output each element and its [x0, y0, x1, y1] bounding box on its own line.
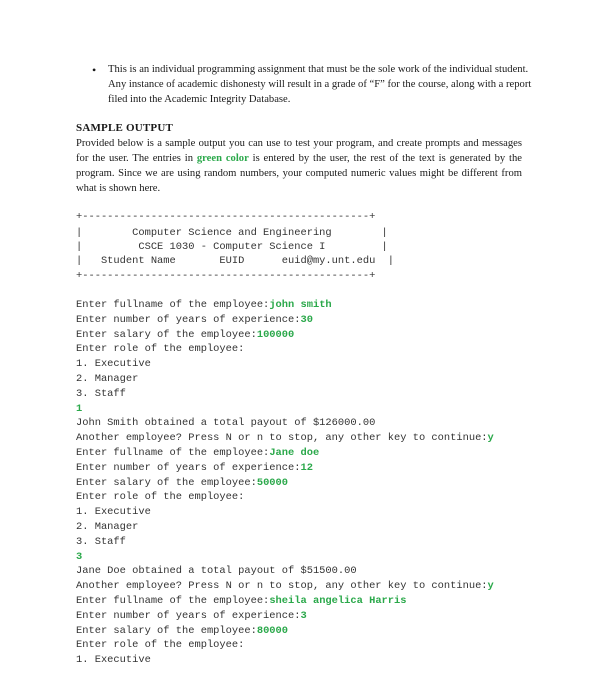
console-line	[76, 372, 494, 387]
console-user-input: 1	[76, 402, 83, 415]
console-line	[76, 490, 494, 505]
header-box-line-1: | Computer Science and Engineering |	[76, 227, 388, 239]
console-output	[76, 298, 494, 668]
console-prompt: John Smith obtained a total payout of $126000.00	[76, 417, 376, 430]
console-prompt: Enter salary of the employee:	[76, 328, 257, 341]
console-line	[76, 609, 494, 624]
console-line	[76, 298, 494, 313]
console-prompt: Enter salary of the employee:	[76, 624, 257, 637]
header-box-line-2: | CSCE 1030 - Computer Science I |	[76, 241, 388, 253]
integrity-text: This is an individual programming assignment that must be the sole work of the individual student. Any instance of academic dishonesty will result in a grade of “F” for the course, along with a report filed into the Academic Integrity Database.	[108, 64, 532, 105]
console-user-input: 30	[300, 313, 313, 326]
console-prompt: 3. Staff	[76, 387, 126, 400]
console-line	[76, 476, 494, 491]
console-line	[76, 505, 494, 520]
console-line	[76, 550, 494, 565]
console-line	[76, 461, 494, 476]
console-line	[76, 446, 494, 461]
console-line	[76, 594, 494, 609]
console-user-input: y	[487, 432, 494, 445]
console-line	[76, 328, 494, 343]
section-paragraph	[76, 136, 522, 196]
bullet-icon: •	[92, 63, 97, 77]
console-prompt: 2. Manager	[76, 520, 139, 533]
console-user-input: 3	[300, 609, 307, 622]
header-box-bottom-border: +----------------------------------------------+	[76, 270, 376, 282]
integrity-bullet	[92, 62, 532, 107]
console-line	[76, 520, 494, 535]
console-user-input: 100000	[256, 328, 295, 341]
header-box-top-border: +----------------------------------------------+	[76, 211, 376, 223]
console-line	[76, 624, 494, 639]
console-line	[76, 313, 494, 328]
console-prompt: Enter role of the employee:	[76, 639, 245, 652]
console-line	[76, 564, 494, 579]
console-line	[76, 653, 494, 668]
console-line	[76, 416, 494, 431]
console-prompt: Enter role of the employee:	[76, 343, 245, 356]
console-prompt: 3. Staff	[76, 535, 126, 548]
console-prompt: Enter fullname of the employee:	[76, 594, 270, 607]
console-prompt: Enter salary of the employee:	[76, 476, 257, 489]
para-green-text: green color	[196, 153, 249, 164]
console-prompt: 2. Manager	[76, 372, 139, 385]
console-user-input: Jane doe	[269, 446, 320, 459]
console-line	[76, 638, 494, 653]
section-heading: SAMPLE OUTPUT	[76, 122, 174, 134]
console-line	[76, 579, 494, 594]
console-line	[76, 342, 494, 357]
console-prompt: Enter fullname of the employee:	[76, 299, 270, 311]
console-user-input: 3	[76, 550, 83, 563]
console-user-input: john smith	[269, 299, 332, 311]
console-prompt: Another employee? Press N or n to stop, any other key to continue:	[76, 432, 488, 445]
console-line	[76, 387, 494, 402]
console-line	[76, 535, 494, 550]
para-part-1: Provided below is a sample output you can use to test your program, and create prompts and messages for the user. The entries in	[76, 138, 522, 164]
console-prompt: Jane Doe obtained a total payout of $51500.00	[76, 565, 357, 578]
console-prompt: 1. Executive	[76, 654, 151, 667]
console-user-input: sheila angelica Harris	[269, 594, 407, 607]
console-prompt: Another employee? Press N or n to stop, any other key to continue:	[76, 580, 488, 593]
console-prompt: 1. Executive	[76, 358, 151, 371]
console-user-input: 50000	[256, 476, 289, 489]
console-prompt: Enter number of years of experience:	[76, 609, 301, 622]
console-line	[76, 402, 494, 417]
console-prompt: Enter role of the employee:	[76, 491, 245, 504]
console-prompt: Enter number of years of experience:	[76, 461, 301, 474]
console-line	[76, 431, 494, 446]
console-user-input: y	[487, 580, 494, 593]
console-prompt: Enter number of years of experience:	[76, 313, 301, 326]
console-user-input: 80000	[256, 624, 289, 637]
para-part-2: is entered by the user, the rest of the text is generated by the program. Since we are using random numbers, your computed numeric values might be different from what is shown here.	[76, 153, 523, 194]
console-prompt: 1. Executive	[76, 506, 151, 519]
console-user-input: 12	[300, 461, 313, 474]
console-line	[76, 357, 494, 372]
header-box-line-3: | Student Name EUID euid@my.unt.edu |	[76, 255, 395, 267]
console-prompt: Enter fullname of the employee:	[76, 446, 270, 459]
